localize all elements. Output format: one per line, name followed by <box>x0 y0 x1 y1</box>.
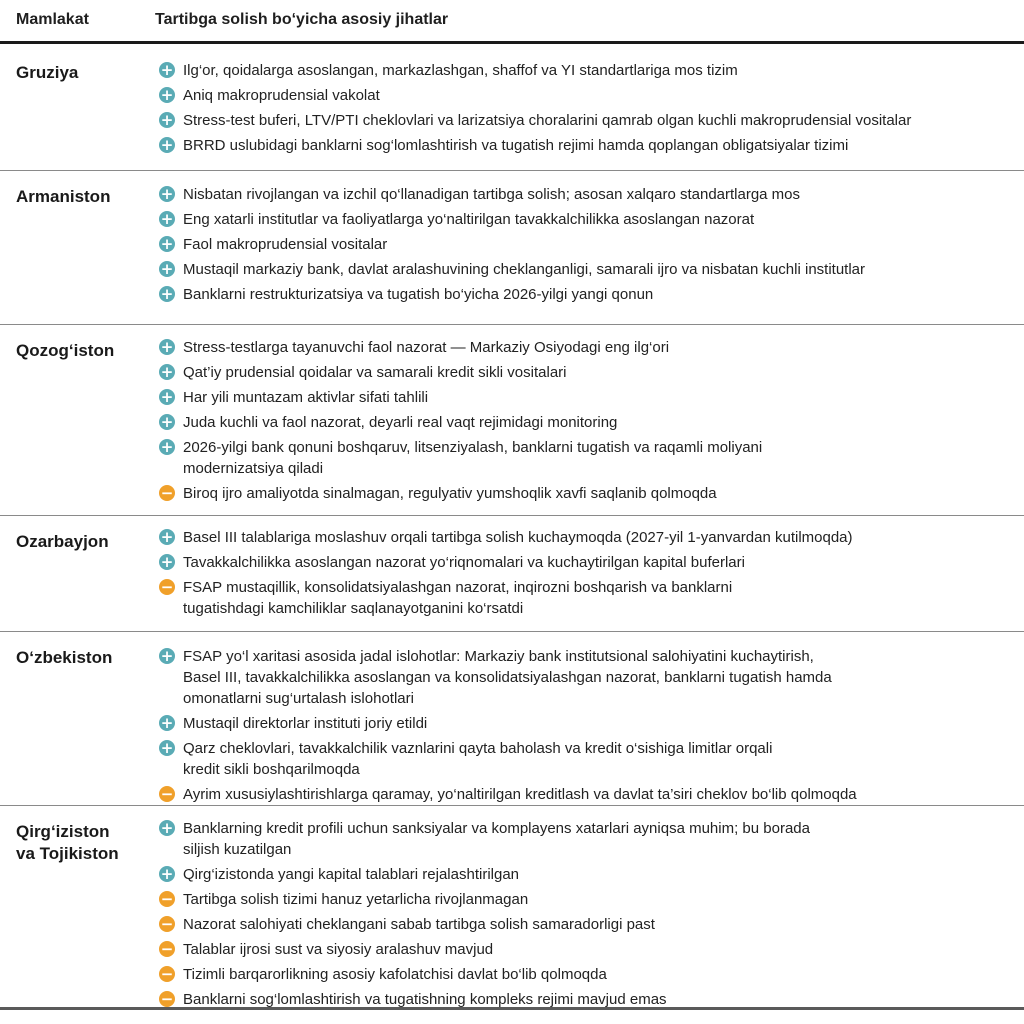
feature-text <box>183 412 1013 433</box>
feature-item <box>159 713 1009 734</box>
country-section <box>0 806 1024 1010</box>
feature-text-line: Basel III talablariga moslashuv orqali tartibga solish kuchaymoqda (2027-yil 1-yanvardan kutilmoqda) <box>183 529 853 546</box>
feature-text <box>183 889 1013 910</box>
feature-item <box>159 234 1009 255</box>
feature-text <box>183 914 1013 935</box>
feature-text-line: Har yili muntazam aktivlar sifati tahlili <box>183 389 429 406</box>
plus-circle-icon: + <box>160 285 174 303</box>
plus-circle-icon: + <box>160 438 174 456</box>
country-section <box>0 171 1024 325</box>
country-section <box>0 632 1024 806</box>
country-name <box>16 647 112 669</box>
feature-item <box>159 889 1009 910</box>
feature-item <box>159 939 1009 960</box>
minus-circle-icon: − <box>160 940 174 958</box>
feature-item <box>159 60 1009 81</box>
country-name-line: va Tojikiston <box>16 844 119 863</box>
feature-text <box>183 85 1013 106</box>
feature-item <box>159 552 1009 573</box>
plus-circle-icon: + <box>160 338 174 356</box>
feature-item <box>159 989 1009 1010</box>
feature-text-line: Biroq ijro amaliyotda sinalmagan, regulyativ yumshoqlik xavfi saqlanib qolmoqda <box>183 485 717 502</box>
feature-text <box>183 259 1013 280</box>
feature-text-line: Tartibga solish tizimi hanuz yetarlicha rivojlanmagan <box>183 891 529 908</box>
country-name-line: Qozog‘iston <box>16 341 115 360</box>
feature-text <box>183 337 1013 358</box>
plus-circle-icon: + <box>160 185 174 203</box>
minus-circle-icon: − <box>160 890 174 908</box>
plus-circle-icon: + <box>160 714 174 732</box>
feature-text-line: Mustaqil markaziy bank, davlat aralashuvining cheklanganligi, samarali ijro va nisbatan kuchli institutlar <box>183 261 866 278</box>
feature-text <box>183 284 1013 305</box>
column-header-country: Mamlakat <box>16 11 89 28</box>
feature-text <box>183 184 1013 205</box>
feature-text <box>183 989 1013 1010</box>
country-name <box>16 62 78 84</box>
country-section <box>0 516 1024 632</box>
plus-circle-icon: + <box>160 61 174 79</box>
feature-text-line: Basel III, tavakkalchilikka asoslangan va konsolidatsiyalashgan nazorat, banklarni tugatish hamda <box>183 669 832 686</box>
feature-item <box>159 864 1009 885</box>
feature-text-line: Tizimli barqarorlikning asosiy kafolatchisi davlat bo‘lib qolmoqda <box>183 966 607 983</box>
country-name <box>16 821 119 865</box>
feature-item <box>159 259 1009 280</box>
country-name <box>16 531 109 553</box>
feature-text <box>183 437 1013 479</box>
feature-item <box>159 362 1009 383</box>
feature-item <box>159 412 1009 433</box>
feature-text-line: Stress-test buferi, LTV/PTI cheklovlari va larizatsiya choralarini qamrab olgan kuchli makroprudensial vositalar <box>183 112 912 129</box>
feature-text-line: FSAP yo‘l xaritasi asosida jadal islohotlar: Markaziy bank institutsional salohiyatini kuchaytirish, <box>183 648 814 665</box>
minus-circle-icon: − <box>160 785 174 803</box>
plus-circle-icon: + <box>160 210 174 228</box>
country-name-line: O‘zbekiston <box>16 648 113 667</box>
feature-text-line: Nisbatan rivojlangan va izchil qo‘llanadigan tartibga solish; asosan xalqaro standartlarga mos <box>183 186 801 203</box>
feature-text <box>183 234 1013 255</box>
feature-item <box>159 85 1009 106</box>
feature-text-line: Qirg‘izistonda yangi kapital talablari rejalashtirilgan <box>183 866 520 883</box>
plus-circle-icon: + <box>160 647 174 665</box>
feature-text-line: Juda kuchli va faol nazorat, deyarli real vaqt rejimidagi monitoring <box>183 414 618 431</box>
feature-text <box>183 939 1013 960</box>
feature-text-line: tugatishdagi kamchiliklar saqlanayotganini ko‘rsatdi <box>183 600 524 617</box>
feature-text <box>183 110 1013 131</box>
feature-text <box>183 864 1013 885</box>
feature-item <box>159 784 1009 805</box>
plus-circle-icon: + <box>160 388 174 406</box>
feature-text-line: Stress-testlarga tayanuvchi faol nazorat — Markaziy Osiyodagi eng ilg‘ori <box>183 339 670 356</box>
feature-text <box>183 362 1013 383</box>
country-name-line: Qirg‘iziston <box>16 822 110 841</box>
feature-text <box>183 646 1013 709</box>
feature-item <box>159 110 1009 131</box>
plus-circle-icon: + <box>160 528 174 546</box>
plus-circle-icon: + <box>160 260 174 278</box>
feature-item <box>159 577 1009 619</box>
feature-item <box>159 209 1009 230</box>
feature-text-line: Ayrim xususiylashtirishlarga qaramay, yo‘naltirilgan kreditlash va davlat ta’siri cheklov bo‘lib qolmoqda <box>183 786 857 803</box>
feature-text <box>183 483 1013 504</box>
country-name-line: Ozarbayjon <box>16 532 109 551</box>
feature-text <box>183 577 1013 619</box>
feature-item <box>159 284 1009 305</box>
feature-item <box>159 135 1009 156</box>
minus-circle-icon: − <box>160 915 174 933</box>
feature-item <box>159 818 1009 860</box>
plus-circle-icon: + <box>160 413 174 431</box>
feature-text-line: Qarz cheklovlari, tavakkalchilik vaznlarini qayta baholash va kredit o‘sishiga limitlar orqali <box>183 740 773 757</box>
feature-text <box>183 387 1013 408</box>
feature-item <box>159 527 1009 548</box>
feature-item <box>159 387 1009 408</box>
feature-item <box>159 184 1009 205</box>
plus-circle-icon: + <box>160 865 174 883</box>
minus-circle-icon: − <box>160 578 174 596</box>
feature-text <box>183 135 1013 156</box>
plus-circle-icon: + <box>160 111 174 129</box>
country-name-line: Armaniston <box>16 187 111 206</box>
feature-item <box>159 483 1009 504</box>
feature-text-line: Eng xatarli institutlar va faoliyatlarga yo‘naltirilgan tavakkalchilikka asoslangan nazorat <box>183 211 755 228</box>
feature-text-line: Banklarning kredit profili uchun sanksiyalar va komplayens xatarlari ayniqsa muhim; bu borada <box>183 820 810 837</box>
feature-text-line: 2026-yilgi bank qonuni boshqaruv, litsenziyalash, banklarni tugatish va raqamli moliyani <box>183 439 763 456</box>
feature-text <box>183 60 1013 81</box>
plus-circle-icon: + <box>160 739 174 757</box>
plus-circle-icon: + <box>160 136 174 154</box>
plus-circle-icon: + <box>160 86 174 104</box>
feature-text-line: Talablar ijrosi sust va siyosiy aralashuv mavjud <box>183 941 494 958</box>
minus-circle-icon: − <box>160 965 174 983</box>
feature-text <box>183 209 1013 230</box>
plus-circle-icon: + <box>160 553 174 571</box>
table-header <box>0 0 1024 44</box>
feature-text-line: Nazorat salohiyati cheklangani sabab tartibga solish samaradorligi past <box>183 916 655 933</box>
feature-item <box>159 964 1009 985</box>
plus-circle-icon: + <box>160 363 174 381</box>
feature-text-line: Aniq makroprudensial vakolat <box>183 87 380 104</box>
feature-text <box>183 738 1013 780</box>
feature-text-line: siljish kuzatilgan <box>183 841 292 858</box>
feature-item <box>159 914 1009 935</box>
country-name <box>16 186 110 208</box>
column-header-features: Tartibga solish bo‘yicha asosiy jihatlar <box>155 11 449 28</box>
feature-text <box>183 784 1013 805</box>
minus-circle-icon: − <box>160 484 174 502</box>
feature-text-line: kredit sikli boshqarilmoqda <box>183 761 360 778</box>
minus-circle-icon: − <box>160 990 174 1008</box>
feature-text-line: Faol makroprudensial vositalar <box>183 236 388 253</box>
feature-text <box>183 552 1013 573</box>
feature-item <box>159 646 1009 709</box>
feature-text-line: Banklarni restrukturizatsiya va tugatish bo‘yicha 2026-yilgi yangi qonun <box>183 286 654 303</box>
feature-text-line: modernizatsiya qiladi <box>183 460 324 477</box>
feature-text <box>183 818 1013 860</box>
feature-item <box>159 337 1009 358</box>
feature-text-line: omonatlarni sug‘urtalash islohotlari <box>183 690 414 707</box>
feature-text-line: Mustaqil direktorlar instituti joriy etildi <box>183 715 428 732</box>
feature-text-line: Banklarni sog‘lomlashtirish va tugatishning kompleks rejimi mavjud emas <box>183 991 667 1008</box>
feature-text-line: FSAP mustaqillik, konsolidatsiyalashgan nazorat, inqirozni boshqarish va banklarni <box>183 579 733 596</box>
feature-item <box>159 738 1009 780</box>
feature-text-line: Tavakkalchilikka asoslangan nazorat yo‘riqnomalari va kuchaytirilgan kapital buferlari <box>183 554 745 571</box>
feature-text <box>183 527 1013 548</box>
feature-text-line: Qat’iy prudensial qoidalar va samarali kredit sikli vositalari <box>183 364 567 381</box>
feature-text-line: Ilg‘or, qoidalarga asoslangan, markazlashgan, shaffof va YI standartlariga mos tizim <box>183 62 738 79</box>
country-section <box>0 325 1024 516</box>
plus-circle-icon: + <box>160 819 174 837</box>
feature-text <box>183 964 1013 985</box>
feature-text <box>183 713 1013 734</box>
feature-text-line: BRRD uslubidagi banklarni sog‘lomlashtirish va tugatish rejimi hamda qoplangan obligatsiyalar tizimi <box>183 137 849 154</box>
country-name <box>16 340 114 362</box>
country-name-line: Gruziya <box>16 63 79 82</box>
feature-item <box>159 437 1009 479</box>
plus-circle-icon: + <box>160 235 174 253</box>
country-section <box>0 47 1024 171</box>
